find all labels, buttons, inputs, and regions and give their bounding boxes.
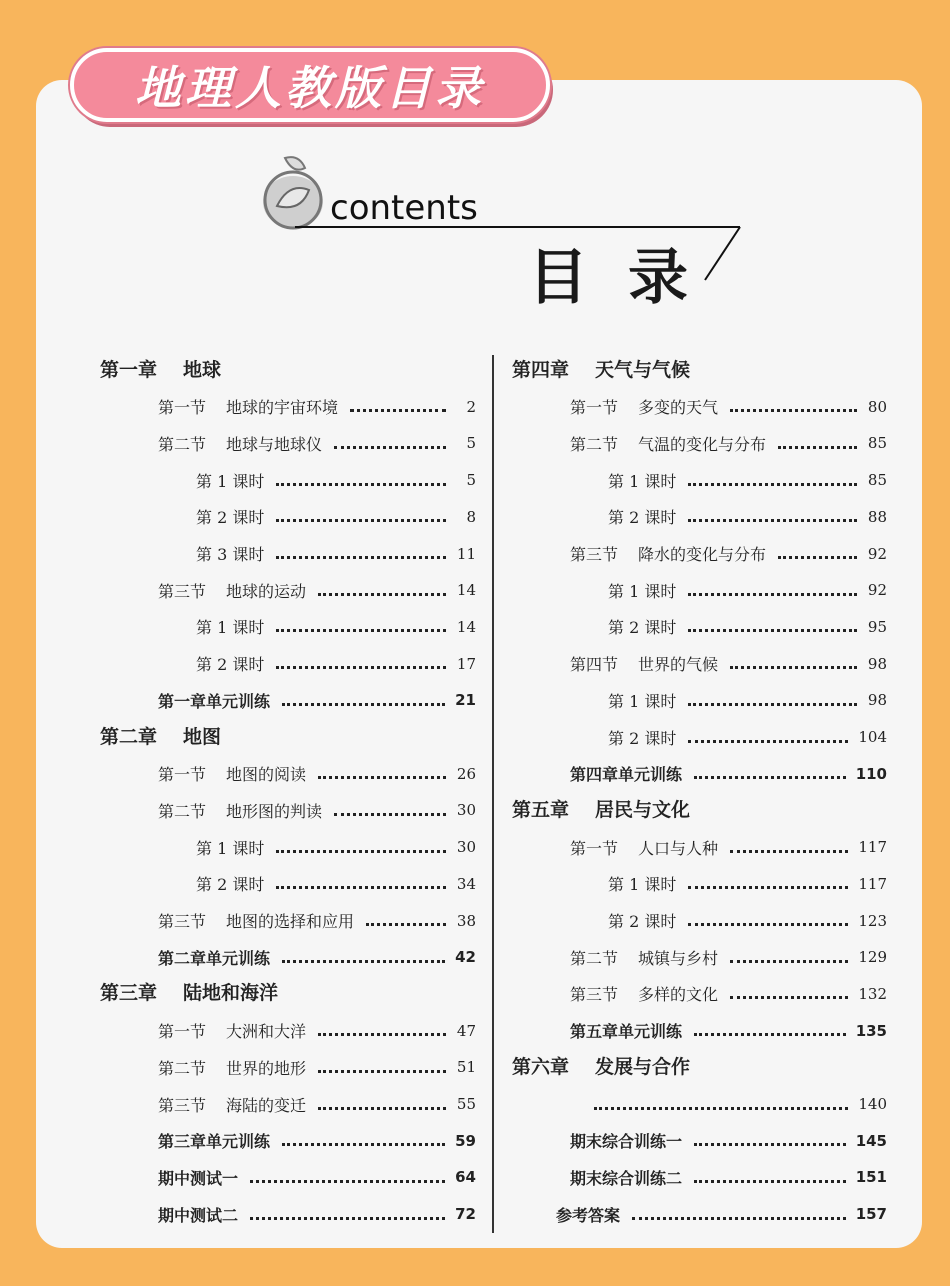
- toc-entry[interactable]: [196, 834, 476, 860]
- chapter-heading[interactable]: [512, 355, 690, 381]
- toc-entry[interactable]: [608, 504, 887, 530]
- section-number: 第四节: [570, 655, 619, 675]
- section-number: 第一节: [158, 398, 207, 418]
- section-number: 第二节: [158, 801, 207, 821]
- entry-title: 人口与人种: [638, 838, 719, 858]
- entry-title: 第 1 课时: [196, 618, 265, 638]
- banner-title: 地理人教版目录: [135, 61, 485, 115]
- page-number: 85: [867, 471, 887, 490]
- page-number: 11: [456, 544, 476, 563]
- dot-leader: [730, 850, 848, 853]
- entry-title: 第 2 课时: [608, 508, 677, 528]
- toc-entry[interactable]: [608, 467, 887, 493]
- toc-entry[interactable]: [582, 1091, 887, 1117]
- toc-entry[interactable]: [196, 467, 476, 493]
- entry-title: 天气与气候: [595, 358, 691, 381]
- dot-leader: [688, 629, 857, 632]
- page-number: 135: [855, 1021, 887, 1040]
- entry-title: 第 1 课时: [608, 471, 677, 491]
- entry-title: 期末综合训练二: [570, 1168, 683, 1188]
- entry-title: 陆地和海洋: [183, 982, 279, 1005]
- chapter-number: 第三章: [100, 982, 158, 1005]
- page-number: 14: [456, 617, 476, 636]
- page-number: 21: [455, 691, 476, 710]
- entry-title: 第 1 课时: [608, 691, 677, 711]
- toc-entry[interactable]: [196, 614, 476, 640]
- page-number: 132: [858, 984, 887, 1003]
- chapter-number: 第一章: [100, 358, 158, 381]
- dot-leader: [334, 813, 446, 816]
- chapter-heading[interactable]: [512, 795, 690, 821]
- dot-leader: [276, 519, 446, 522]
- leaf-icon: [263, 157, 323, 228]
- contents-word: contents: [330, 188, 478, 228]
- entry-title: 第一章单元训练: [158, 691, 271, 711]
- page-number: 95: [867, 617, 887, 636]
- dot-leader: [632, 1217, 846, 1220]
- dot-leader: [276, 556, 446, 559]
- dot-leader: [276, 886, 446, 889]
- toc-entry[interactable]: [158, 1164, 476, 1190]
- page-number: 151: [855, 1168, 887, 1187]
- page-number: 34: [456, 874, 476, 893]
- dot-leader: [688, 483, 857, 486]
- page-number: 92: [867, 581, 887, 600]
- chapter-number: 第五章: [512, 798, 570, 821]
- page-number: 64: [455, 1168, 476, 1187]
- section-number: 第二节: [570, 434, 619, 454]
- page-number: 5: [466, 434, 476, 453]
- page-number: 59: [455, 1131, 476, 1150]
- toc-entry[interactable]: [608, 577, 887, 603]
- dot-leader: [366, 923, 446, 926]
- toc-entry[interactable]: [196, 504, 476, 530]
- dot-leader: [688, 703, 857, 706]
- toc-entry[interactable]: [556, 1201, 887, 1227]
- entry-title: 第 2 课时: [196, 508, 265, 528]
- page-number: 17: [456, 654, 476, 673]
- dot-leader: [276, 629, 446, 632]
- entry-title: 第 1 课时: [196, 471, 265, 491]
- entry-title: 期中测试二: [158, 1205, 239, 1225]
- page-number: 14: [456, 581, 476, 600]
- page-number: 110: [855, 764, 887, 783]
- dot-leader: [318, 776, 446, 779]
- toc-entry[interactable]: [158, 430, 476, 456]
- entry-title: 地球的运动: [226, 581, 307, 601]
- page-number: 30: [456, 838, 476, 857]
- dot-leader: [730, 409, 857, 412]
- entry-title: 地图的阅读: [226, 765, 307, 785]
- entry-title: 地球的宇宙环境: [226, 398, 339, 418]
- dot-leader: [688, 519, 857, 522]
- dot-leader: [694, 1180, 846, 1183]
- section-number: 第二节: [158, 1058, 207, 1078]
- entry-title: 地图的选择和应用: [226, 912, 355, 931]
- dot-leader: [694, 776, 846, 779]
- section-number: 第一节: [158, 765, 207, 785]
- dot-leader: [282, 960, 445, 963]
- toc-entry[interactable]: [158, 1201, 476, 1227]
- page-number: 55: [456, 1095, 476, 1113]
- toc-entry[interactable]: [570, 651, 887, 677]
- dot-leader: [694, 1143, 846, 1146]
- dot-leader: [350, 409, 446, 412]
- entry-title: 第 1 课时: [608, 875, 677, 895]
- dot-leader: [688, 593, 857, 596]
- entry-title: 城镇与乡村: [638, 948, 719, 968]
- entry-title: 气温的变化与分布: [638, 434, 767, 454]
- entry-title: 降水的变化与分布: [638, 545, 767, 564]
- dot-leader: [282, 703, 445, 706]
- dot-leader: [694, 1033, 846, 1036]
- dot-leader: [318, 1033, 446, 1036]
- dot-leader: [730, 960, 848, 963]
- page-number: 8: [466, 507, 476, 526]
- section-number: 第三节: [158, 912, 207, 931]
- toc-entry[interactable]: [570, 944, 887, 970]
- toc-entry[interactable]: [570, 1128, 887, 1154]
- chapter-number: 第四章: [512, 358, 570, 381]
- entry-title: 第三章单元训练: [158, 1132, 271, 1152]
- page-number: 104: [858, 728, 887, 746]
- page-number: 117: [858, 874, 887, 893]
- chapter-heading[interactable]: [100, 979, 278, 1005]
- entry-title: 第 1 课时: [608, 581, 677, 601]
- page-number: 42: [455, 948, 476, 967]
- chapter-heading[interactable]: [100, 355, 221, 381]
- page-number: 72: [455, 1205, 476, 1224]
- page-number: 157: [855, 1205, 887, 1224]
- toc-entry[interactable]: [570, 541, 887, 567]
- toc-entry[interactable]: [158, 577, 476, 603]
- entry-title: 海陆的变迁: [226, 1095, 307, 1115]
- toc-entry[interactable]: [196, 541, 476, 567]
- toc-entry[interactable]: [570, 1164, 887, 1190]
- page-number: 30: [456, 801, 476, 820]
- chapter-heading[interactable]: [512, 1052, 690, 1078]
- page-number: 26: [456, 764, 476, 783]
- page-number: 80: [867, 397, 887, 416]
- toc-entry[interactable]: [570, 981, 887, 1007]
- toc-entry[interactable]: [608, 871, 887, 897]
- entry-title: 地球与地球仪: [226, 434, 323, 454]
- toc-entry[interactable]: [158, 687, 476, 713]
- dot-leader: [250, 1180, 445, 1183]
- chapter-heading[interactable]: [100, 722, 221, 748]
- entry-title: 居民与文化: [595, 798, 691, 821]
- dot-leader: [778, 556, 857, 559]
- entry-title: 地球: [183, 358, 222, 381]
- section-number: 第一节: [158, 1022, 207, 1042]
- page-number: 88: [867, 507, 887, 526]
- entry-title: 世界的地形: [226, 1058, 307, 1078]
- entry-title: 第二章单元训练: [158, 948, 271, 968]
- toc-entry[interactable]: [158, 1128, 476, 1154]
- dot-leader: [778, 446, 857, 449]
- toc-entry[interactable]: [608, 724, 887, 750]
- page-number: 85: [867, 434, 887, 453]
- dot-leader: [318, 1107, 446, 1110]
- toc-entry[interactable]: [158, 1091, 476, 1117]
- toc-entry[interactable]: [158, 1054, 476, 1080]
- page-number: 123: [858, 911, 887, 930]
- section-number: 第二节: [570, 948, 619, 968]
- page-number: 129: [858, 948, 887, 967]
- toc-entry[interactable]: [608, 908, 887, 934]
- dot-leader: [688, 886, 848, 889]
- toc-entry[interactable]: [158, 1018, 476, 1044]
- column-divider: [492, 355, 494, 1233]
- page-number: 51: [456, 1058, 476, 1077]
- entry-title: 大洲和大洋: [226, 1022, 307, 1042]
- page-number: 38: [456, 911, 476, 930]
- toc-entry[interactable]: [158, 944, 476, 970]
- toc-entry[interactable]: [570, 394, 887, 420]
- entry-title: 第四章单元训练: [570, 765, 683, 785]
- toc-entry[interactable]: [196, 871, 476, 897]
- title-banner: [70, 48, 550, 122]
- entry-title: 地图: [183, 725, 222, 748]
- entry-title: 期中测试一: [158, 1168, 239, 1188]
- toc-entry[interactable]: [158, 394, 476, 420]
- entry-title: 地形图的判读: [226, 801, 323, 821]
- section-number: 第三节: [570, 545, 619, 564]
- dot-leader: [318, 1070, 446, 1073]
- dot-leader: [276, 850, 446, 853]
- chapter-number: 第六章: [512, 1055, 570, 1078]
- entry-title: 第 2 课时: [196, 875, 265, 895]
- page-number: 5: [466, 471, 476, 490]
- page-number: 92: [867, 544, 887, 563]
- page-number: 98: [867, 691, 887, 710]
- section-number: 第一节: [570, 398, 619, 418]
- entry-title: 发展与合作: [595, 1055, 691, 1078]
- toc-entry[interactable]: [570, 1018, 887, 1044]
- toc-entry[interactable]: [570, 761, 887, 787]
- section-number: 第三节: [158, 1095, 207, 1115]
- entry-title: 多样的文化: [638, 985, 719, 1005]
- dot-leader: [276, 483, 446, 486]
- section-number: 第三节: [158, 581, 207, 601]
- page-number: 47: [456, 1021, 476, 1040]
- dot-leader: [688, 923, 848, 926]
- page-number: 98: [867, 654, 887, 673]
- chapter-number: 第二章: [100, 725, 158, 748]
- page-number: 140: [858, 1095, 887, 1113]
- entry-title: 第 2 课时: [608, 728, 677, 748]
- page-number: 2: [466, 397, 476, 416]
- entry-title: 第 2 课时: [608, 912, 677, 931]
- dot-leader: [318, 593, 446, 596]
- entry-title: 第 3 课时: [196, 545, 265, 564]
- dot-leader: [688, 740, 848, 743]
- page-number: 145: [855, 1131, 887, 1150]
- toc-entry[interactable]: [570, 430, 887, 456]
- toc-entry[interactable]: [158, 761, 476, 787]
- dot-leader: [250, 1217, 445, 1220]
- section-number: 第二节: [158, 434, 207, 454]
- dot-leader: [730, 666, 857, 669]
- entry-title: 第 2 课时: [196, 655, 265, 675]
- mulu-heading: 目录: [528, 243, 728, 313]
- dot-leader: [282, 1143, 445, 1146]
- entry-title: 多变的天气: [638, 398, 719, 418]
- section-number: 第一节: [570, 838, 619, 858]
- entry-title: 参考答案: [556, 1205, 621, 1225]
- entry-title: 期末综合训练一: [570, 1132, 683, 1152]
- entry-title: 第 2 课时: [608, 618, 677, 638]
- section-number: 第三节: [570, 985, 619, 1005]
- entry-title: 世界的气候: [638, 655, 719, 675]
- toc-entry[interactable]: [158, 908, 476, 934]
- entry-title: 第五章单元训练: [570, 1022, 683, 1042]
- page-number: 117: [858, 838, 887, 857]
- dot-leader: [276, 666, 446, 669]
- entry-title: 第 1 课时: [196, 838, 265, 858]
- dot-leader: [730, 996, 848, 999]
- dot-leader: [334, 446, 446, 449]
- toc-entry[interactable]: [158, 797, 476, 823]
- toc-entry[interactable]: [608, 687, 887, 713]
- dot-leader: [594, 1107, 848, 1110]
- toc-entry[interactable]: [608, 614, 887, 640]
- toc-entry[interactable]: [570, 834, 887, 860]
- toc-entry[interactable]: [196, 651, 476, 677]
